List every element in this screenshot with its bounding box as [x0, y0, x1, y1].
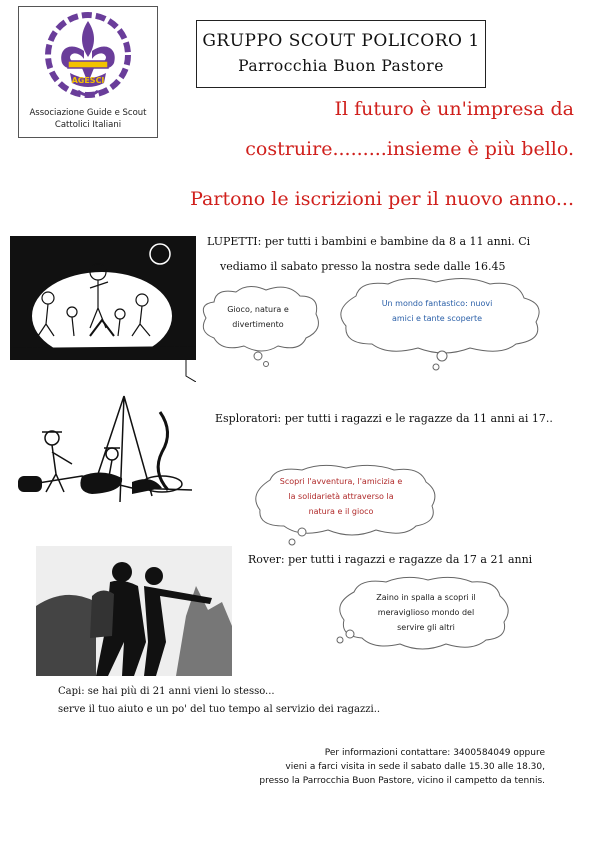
logo-caption-line2: Cattolici Italiani: [54, 120, 122, 130]
slogan-line1: Il futuro è un'impresa da: [334, 98, 574, 120]
bubble-1-text: [208, 302, 308, 332]
leaders-invite-line1: Capi: se hai più di 21 anni vieni lo stesso...: [58, 686, 275, 697]
emblem-text: AGESCI: [71, 76, 105, 85]
contact-line1: Per informazioni contattare: 3400584049 oppure: [324, 748, 545, 758]
parish-subtitle: Parrocchia Buon Pastore: [238, 57, 444, 75]
contact-info: [215, 746, 545, 788]
header-box: [196, 20, 486, 88]
rover-line1: Rover: per tutti i ragazzi e ragazze da 17 a 21 anni: [248, 553, 533, 566]
bubble-4-line3: servire gli altri: [397, 623, 455, 632]
logo-caption-line1: Associazione Guide e Scout: [29, 108, 147, 118]
bubble-2-text: [362, 296, 512, 326]
slogan-line2: costruire.........insieme è più bello.: [245, 138, 574, 160]
bubble-1-line1: Gioco, natura e: [227, 305, 289, 314]
contact-line2: vieni a farci visita in sede il sabato dalle 15.30 alle 18.30,: [285, 762, 545, 772]
slogan-line3: Partono le iscrizioni per il nuovo anno...: [190, 188, 574, 210]
leaders-invite: [58, 683, 380, 719]
agesci-logo: [18, 6, 158, 138]
bubble-3-line3: natura e il gioco: [308, 507, 374, 516]
esploratori-line1: Esploratori: per tutti i ragazzi e le ragazze da 11 anni ai 17..: [215, 412, 553, 425]
rover-scouts-illustration: [36, 546, 232, 680]
lupetti-line1: LUPETTI: per tutti i bambini e bambine da 8 a 11 anni. Ci: [207, 235, 531, 248]
bubble-4-text: [356, 590, 496, 635]
logo-caption: [19, 107, 157, 131]
bubble-2-line2: amici e tante scoperte: [391, 314, 483, 323]
leaders-invite-line2: serve il tuo aiuto e un po' del tuo tempo al servizio dei ragazzi..: [58, 704, 381, 715]
bubble-4-line1: Zaino in spalla a scopri il: [376, 593, 476, 602]
bubble-4-line2: meraviglioso mondo del: [377, 608, 475, 617]
bubble-3-text: [266, 474, 416, 519]
bubble-1-line2: divertimento: [232, 320, 284, 329]
contact-line3: presso la Parrocchia Buon Pastore, vicino il campetto da tennis.: [259, 776, 545, 786]
bubble-3-line1: Scopri l'avventura, l'amicizia e: [279, 477, 403, 486]
bubble-3-line2: la solidarietà attraverso la: [288, 492, 394, 501]
group-title: GRUPPO SCOUT POLICORO 1: [202, 31, 480, 51]
scouts-pioneering-illustration: [12, 392, 200, 512]
fleur-de-lis-emblem: [44, 11, 132, 105]
cub-scouts-campfire-illustration: [10, 236, 196, 382]
bubble-2-line1: Un mondo fantastico: nuovi: [381, 299, 493, 308]
lupetti-line2: vediamo il sabato presso la nostra sede dalle 16.45: [220, 260, 506, 273]
